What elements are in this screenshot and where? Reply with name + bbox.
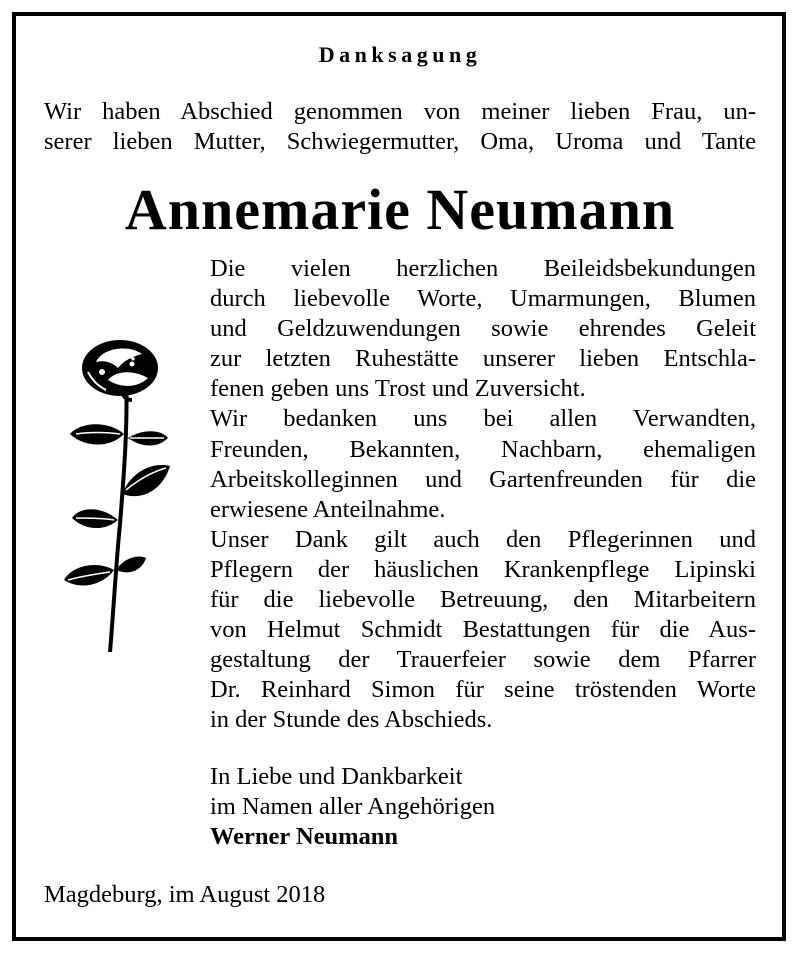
text-line: durch liebevolle Worte, Umarmungen, Blumen [210, 285, 756, 313]
closing-line: In Liebe und Dankbarkeit [210, 763, 463, 790]
text-line: fenen geben uns Trost und Zuversicht. [210, 375, 586, 403]
text-line: zur letzten Ruhestätte unserer lieben Entschla- [210, 345, 756, 373]
thanks-text [210, 254, 756, 736]
text-line: Pflegern der häuslichen Krankenpflege Lipinski [210, 555, 756, 583]
text-line: Wir bedanken uns bei allen Verwandten, [210, 405, 756, 433]
intro-line: Wir haben Abschied genommen von meiner lieben Frau, un- [44, 98, 756, 125]
text-line: Freunden, Bekannten, Nachbarn, ehemaligen [210, 435, 756, 463]
text-line: in der Stunde des Abschieds. [210, 706, 493, 734]
place-date: Magdeburg, im August 2018 [44, 881, 326, 908]
rose-icon [58, 334, 188, 654]
closing-block [210, 762, 495, 852]
intro-text [44, 97, 756, 157]
closing-line: im Namen aller Angehörigen [210, 793, 496, 820]
intro-line: serer lieben Mutter, Schwiegermutter, Oma, Uroma und Tante [44, 128, 756, 155]
notice-heading: Danksagung [318, 42, 482, 67]
text-line: Die vielen herzlichen Beileidsbekundungen [210, 255, 756, 282]
text-line: von Helmut Schmidt Bestattungen für die Aus- [210, 616, 756, 644]
signer-name: Werner Neumann [210, 823, 399, 850]
text-line: Arbeitskolleginnen und Gartenfreunden für die [210, 465, 756, 493]
text-line: Unser Dank gilt auch den Pflegerinnen und [210, 525, 756, 553]
text-line: erwiesene Anteilnahme. [210, 495, 446, 523]
text-line: und Geldzuwendungen sowie ehrendes Geleit [210, 315, 756, 343]
deceased-name: Annemarie Neumann [124, 177, 676, 242]
text-line: für die liebevolle Betreuung, den Mitarbeitern [210, 586, 756, 614]
text-line: gestaltung der Trauerfeier sowie dem Pfarrer [210, 646, 756, 674]
text-line: Dr. Reinhard Simon für seine tröstenden Worte [210, 676, 756, 704]
